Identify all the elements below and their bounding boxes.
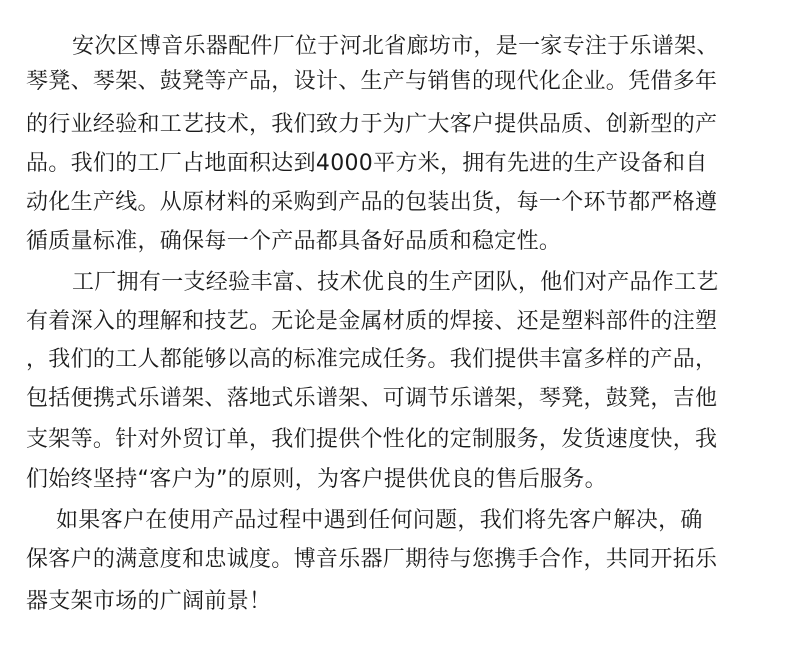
paragraph-1-line-4: 品。我们的工厂占地面积达到4000平方米，拥有先进的生产设备和自 (26, 151, 708, 176)
paragraph-1-line-1: 安次区博音乐器配件厂位于河北省廊坊市，是一家专注于乐谱架、 (72, 34, 719, 59)
paragraph-3-line-3: 器支架市场的广阔前景！ (26, 589, 272, 614)
paragraph-1-line-6: 循质量标准，确保每一个产品都具备好品质和稳定性。 (26, 229, 562, 254)
paragraph-1-line-5: 动化生产线。从原材料的采购到产品的包装出货，每一个环节都严格遵 (26, 190, 718, 215)
paragraph-2-line-5: 支架等。针对外贸订单，我们提供个性化的定制服务，发货速度快，我 (26, 427, 718, 452)
paragraph-1-line-3: 的行业经验和工艺技术，我们致力于为广大客户提供品质、创新型的产 (26, 112, 718, 137)
paragraph-2-line-1: 工厂拥有一支经验丰富、技术优良的生产团队，他们对产品作工艺 (72, 270, 719, 295)
paragraph-3-line-2: 保客户的满意度和忠诚度。博音乐器厂期待与您携手合作，共同开拓乐 (26, 547, 718, 572)
paragraph-1-line-2: 琴凳、琴架、鼓凳等产品，设计、生产与销售的现代化企业。凭借多年 (26, 69, 718, 94)
paragraph-2-line-4: 包括便携式乐谱架、落地式乐谱架、可调节乐谱架，琴凳，鼓凳，吉他 (26, 386, 718, 411)
paragraph-2-line-3: ，我们的工人都能够以高的标准完成任务。我们提供丰富多样的产品， (26, 347, 718, 372)
paragraph-3-line-1: 如果客户在使用产品过程中遇到任何问题，我们将先客户解决，确 (56, 508, 703, 533)
paragraph-2-line-2: 有着深入的理解和技艺。无论是金属材质的焊接、还是塑料部件的注塑 (26, 309, 718, 334)
paragraph-2-line-6: 们始终坚持“客户为”的原则，为客户提供优良的售后服务。 (26, 467, 607, 492)
